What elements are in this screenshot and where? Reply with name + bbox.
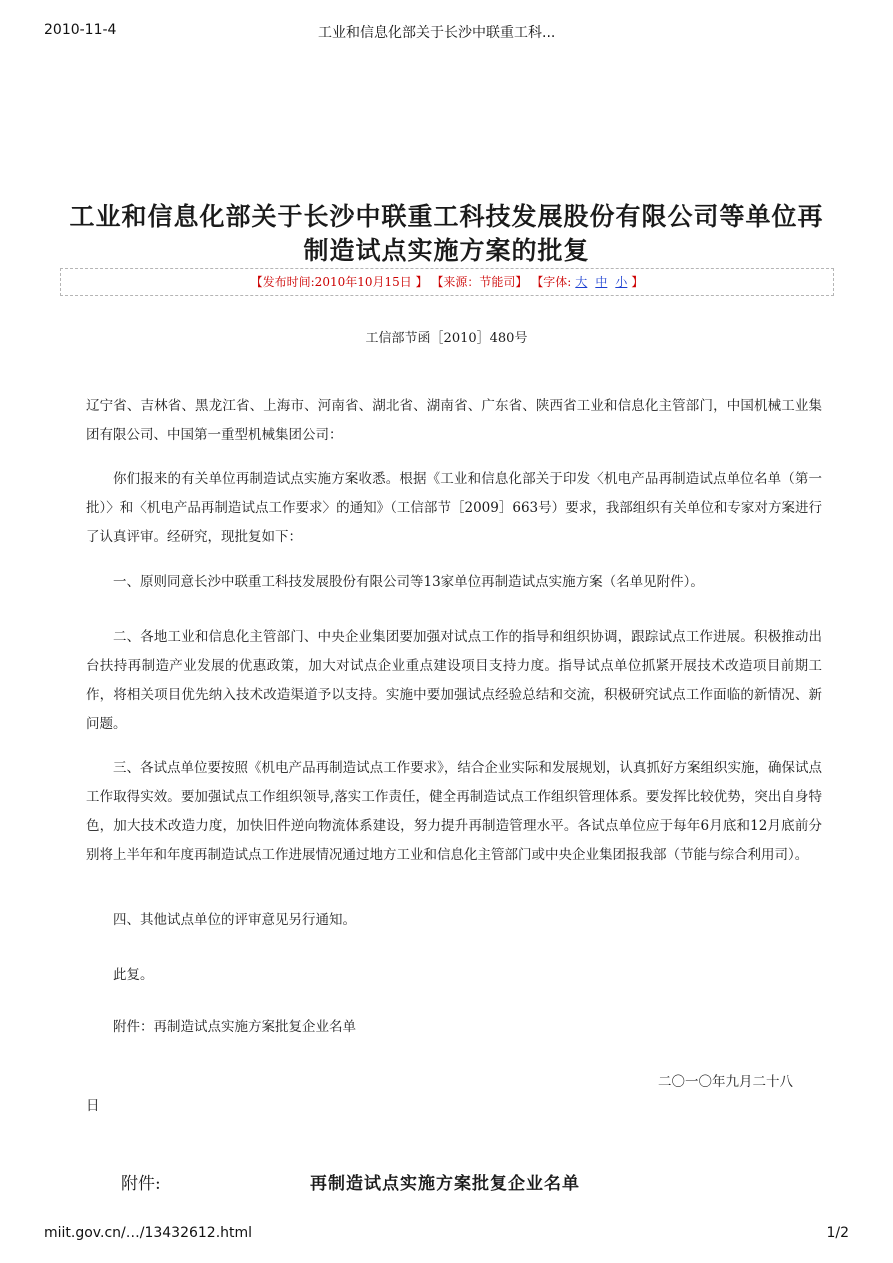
- closing-paragraph: 此复。: [113, 967, 154, 983]
- print-header-date: 2010-11-4: [44, 22, 117, 38]
- signature-date-day: 日: [86, 1098, 100, 1114]
- attachment-note: 附件：再制造试点实施方案批复企业名单: [113, 1019, 356, 1035]
- publish-time: 【发布时间:2010年10月15日 】: [250, 275, 428, 289]
- font-size-label-close: 】: [631, 275, 644, 289]
- font-large-link[interactable]: 大: [575, 275, 588, 289]
- document-title-line-2: 制造试点实施方案的批复: [303, 236, 590, 265]
- publication-meta-bar: [60, 268, 834, 296]
- item-4-paragraph: 四、其他试点单位的评审意见另行通知。: [113, 912, 356, 928]
- document-title-line-1: 工业和信息化部关于长沙中联重工科技发展股份有限公司等单位再: [69, 202, 824, 231]
- document-number: 工信部节函［2010］480号: [365, 331, 528, 346]
- print-footer-url: miit.gov.cn/…/13432612.html: [44, 1225, 253, 1241]
- attachment-title: 再制造试点实施方案批复企业名单: [310, 1174, 580, 1194]
- addressee-paragraph: 辽宁省、吉林省、黑龙江省、上海市、河南省、湖北省、湖南省、广东省、陕西省工业和信息化主管部门，中国机械工业集团有限公司、中国第一重型机械集团公司：: [86, 398, 822, 443]
- font-small-link[interactable]: 小: [615, 275, 628, 289]
- intro-paragraph: 你们报来的有关单位再制造试点实施方案收悉。根据《工业和信息化部关于印发〈机电产品再制造试点单位名单（第一批）〉和〈机电产品再制造试点工作要求〉的通知》（工信部节［2009］663号）要求，我部组织有关单位和专家对方案进行了认真评审。经研究，现批复如下：: [86, 471, 822, 545]
- signature-date: 二〇一〇年九月二十八: [658, 1074, 793, 1090]
- font-medium-link[interactable]: 中: [595, 275, 608, 289]
- item-1-paragraph: 一、原则同意长沙中联重工科技发展股份有限公司等13家单位再制造试点实施方案（名单见附件）。: [113, 574, 704, 590]
- font-size-label: 【字体:: [531, 275, 572, 289]
- document-title: [40, 200, 853, 268]
- item-2-paragraph: 二、各地工业和信息化主管部门、中央企业集团要加强对试点工作的指导和组织协调，跟踪试点工作进展。积极推动出台扶持再制造产业发展的优惠政策，加大对试点企业重点建设项目支持力度。指导试点单位抓紧开展技术改造项目前期工作，将相关项目优先纳入技术改造渠道予以支持。实施中要加强试点经验总结和交流，积极研究试点工作面临的新情况、新问题。: [86, 629, 822, 732]
- item-3-paragraph: 三、各试点单位要按照《机电产品再制造试点工作要求》，结合企业实际和发展规划，认真抓好方案组织实施，确保试点工作取得实效。要加强试点工作组织领导,落实工作责任，健全再制造试点工作组织管理体系。要发挥比较优势，突出自身特色，加大技术改造力度，加快旧件逆向物流体系建设，努力提升再制造管理水平。各试点单位应于每年6月底和12月底前分别将上半年和年度再制造试点工作进展情况通过地方工业和信息化主管部门或中央企业集团报我部（节能与综合利用司）。: [86, 760, 822, 863]
- source-label: 【来源：节能司】: [431, 275, 528, 289]
- attachment-label: 附件:: [121, 1174, 161, 1194]
- print-header-title: 工业和信息化部关于长沙中联重工科...: [318, 25, 556, 41]
- print-footer-page-number: 1/2: [826, 1225, 849, 1241]
